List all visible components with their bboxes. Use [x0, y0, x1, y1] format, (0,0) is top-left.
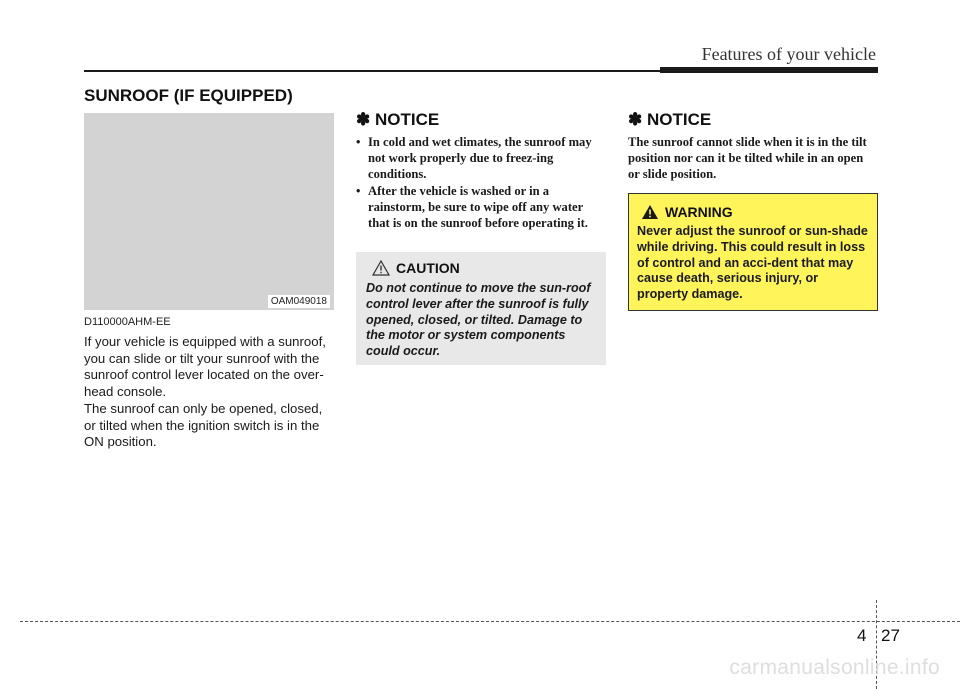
- notice-text: The sunroof cannot slide when it is in the tilt position nor can it be tilted while in an open or slide position.: [628, 135, 867, 182]
- caution-text: Do not continue to move the sun-roof control lever after the sunroof is fully opened, closed, or tilted. Damage to the motor or system components could occur.: [366, 281, 591, 359]
- watermark: carmanualsonline.info: [729, 656, 940, 679]
- sunroof-figure: [84, 113, 334, 310]
- section-title: SUNROOF (IF EQUIPPED): [84, 86, 293, 105]
- reference-code: D110000AHM-EE: [84, 316, 171, 328]
- notice-heading: ✽ NOTICE: [356, 110, 440, 129]
- figure-label: OAM049018: [268, 295, 330, 308]
- caution-triangle-icon: [372, 260, 390, 276]
- running-header-title: Features of your vehicle: [701, 44, 876, 64]
- caution-title: CAUTION: [396, 260, 460, 276]
- notice-bullet-list: [356, 134, 606, 231]
- page-number: 27: [881, 626, 900, 645]
- warning-title: WARNING: [665, 204, 733, 220]
- ignition-paragraph: The sunroof can only be opened, closed, or tilted when the ignition switch is in the ON position.: [84, 401, 323, 450]
- warning-triangle-icon: [641, 204, 659, 220]
- notice-heading: ✽ NOTICE: [628, 110, 712, 129]
- warning-header: [641, 204, 869, 220]
- warning-text: Never adjust the sunroof or sun-shade while driving. This could result in loss of control and an acci-dent that may cause death, serious injury, or property damage.: [637, 224, 868, 302]
- caution-header: [372, 260, 596, 276]
- notice-bullet: • After the vehicle is washed or in a rainstorm, be sure to wipe off any water that is on the sunroof before operating it.: [356, 183, 606, 232]
- footer-rule: [20, 621, 960, 622]
- intro-paragraph: If your vehicle is equipped with a sunroof, you can slide or tilt your sunroof with the sunroof control lever located on the over-head console.: [84, 334, 326, 399]
- notice-bullet: • In cold and wet climates, the sunroof may not work properly due to freez-ing conditions.: [356, 134, 606, 183]
- warning-box: [628, 193, 878, 311]
- caution-box: [356, 252, 606, 365]
- chapter-number: 4: [857, 626, 867, 645]
- header-rule-accent: [660, 67, 878, 73]
